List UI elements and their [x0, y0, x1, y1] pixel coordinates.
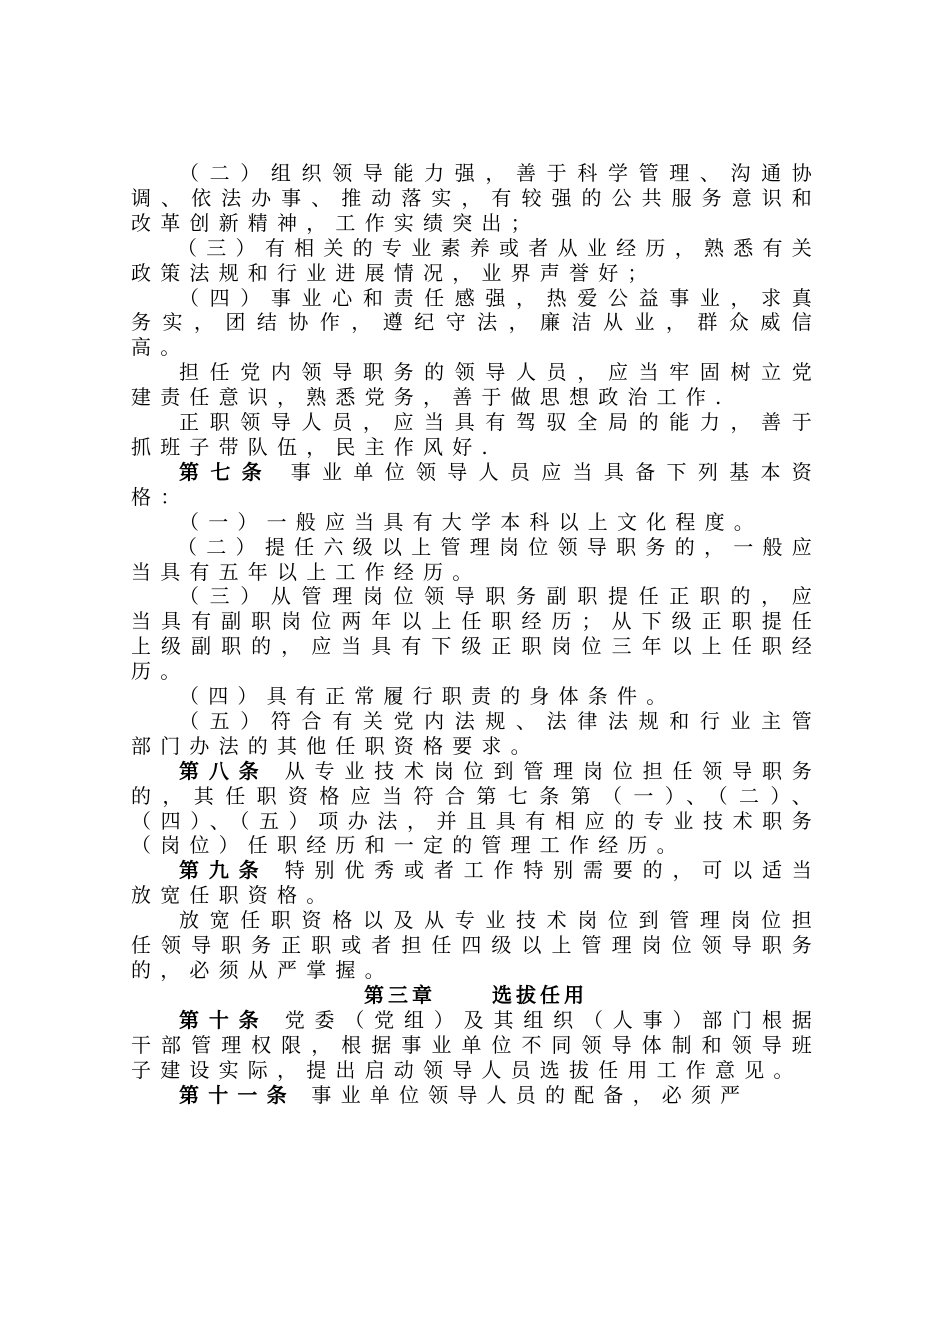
article-number: 第七条 — [179, 459, 273, 484]
article-paragraph — [131, 1083, 821, 1108]
paragraph — [131, 410, 821, 460]
article-paragraph — [131, 759, 821, 859]
paragraph-text: （五）符合有关党内法规、法律法规和行业主管部门办法的其他任职资格要求。 — [131, 708, 821, 758]
chapter-number: 第三章 — [364, 982, 436, 1007]
article-number: 第十条 — [179, 1007, 269, 1032]
paragraph — [131, 908, 821, 983]
article-number: 第八条 — [179, 758, 269, 783]
paragraph — [131, 161, 821, 236]
paragraph — [131, 535, 821, 585]
document-page — [131, 161, 821, 1107]
chapter-heading — [131, 983, 821, 1008]
paragraph-text: （二）提任六级以上管理岗位领导职务的，一般应当具有五年以上工作经历。 — [131, 534, 821, 584]
chapter-title: 选拔任用 — [492, 982, 588, 1007]
paragraph-text: （四）事业心和责任感强，热爱公益事业，求真务实，团结协作，遵纪守法，廉洁从业，群众威信高。 — [131, 285, 821, 360]
paragraph — [131, 510, 821, 535]
paragraph-text: 事业单位领导人员的配备，必须严 — [311, 1082, 750, 1107]
paragraph-text: 特别优秀或者工作特别需要的，可以适当放宽任职资格。 — [131, 858, 821, 908]
paragraph-text: 放宽任职资格以及从专业技术岗位到管理岗位担任领导职务正职或者担任四级以上管理岗位领导职务的，必须从严掌握。 — [131, 908, 821, 982]
paragraph — [131, 709, 821, 759]
paragraph — [131, 684, 821, 709]
paragraph-text: （二）组织领导能力强，善于科学管理、沟通协调、依法办事、推动落实，有较强的公共服务意识和改革创新精神，工作实绩突出； — [131, 161, 821, 235]
paragraph-text: （一）一般应当具有大学本科以上文化程度。 — [179, 509, 763, 534]
paragraph — [131, 584, 821, 684]
paragraph — [131, 236, 821, 286]
paragraph-text: 正职领导人员，应当具有驾驭全局的能力，善于抓班子带队伍，民主作风好. — [131, 410, 821, 459]
article-number: 第九条 — [179, 858, 269, 883]
paragraph-text: 事业单位领导人员应当具备下列基本资格： — [131, 459, 821, 509]
article-paragraph — [131, 1008, 821, 1083]
article-paragraph — [131, 460, 821, 510]
paragraph-text: 从专业技术岗位到管理岗位担任领导职务的，其任职资格应当符合第七条第（一）、（二）、（四）、（五）项办法，并且具有相应的专业技术职务（岗位）任职经历和一定的管理工作经历。 — [131, 758, 821, 858]
article-number: 第十一条 — [179, 1082, 296, 1107]
paragraph-text: 担任党内领导职务的领导人员，应当牢固树立党建责任意识，熟悉党务，善于做思想政治工作. — [131, 360, 821, 410]
article-paragraph — [131, 858, 821, 908]
paragraph — [131, 286, 821, 361]
paragraph-text: 党委（党组）及其组织（人事）部门根据干部管理权限，根据事业单位不同领导体制和领导班子建设实际，提出启动领导人员选拔任用工作意见。 — [131, 1007, 821, 1082]
paragraph-text: （四）具有正常履行职责的身体条件。 — [179, 684, 676, 709]
paragraph-text: （三）有相关的专业素养或者从业经历，熟悉有关政策法规和行业进展情况，业界声誉好； — [131, 235, 821, 285]
paragraph — [131, 360, 821, 410]
paragraph-text: （三）从管理岗位领导职务副职提任正职的，应当具有副职岗位两年以上任职经历；从下级正职提任上级副职的，应当具有下级正职岗位三年以上任职经历。 — [131, 584, 821, 684]
